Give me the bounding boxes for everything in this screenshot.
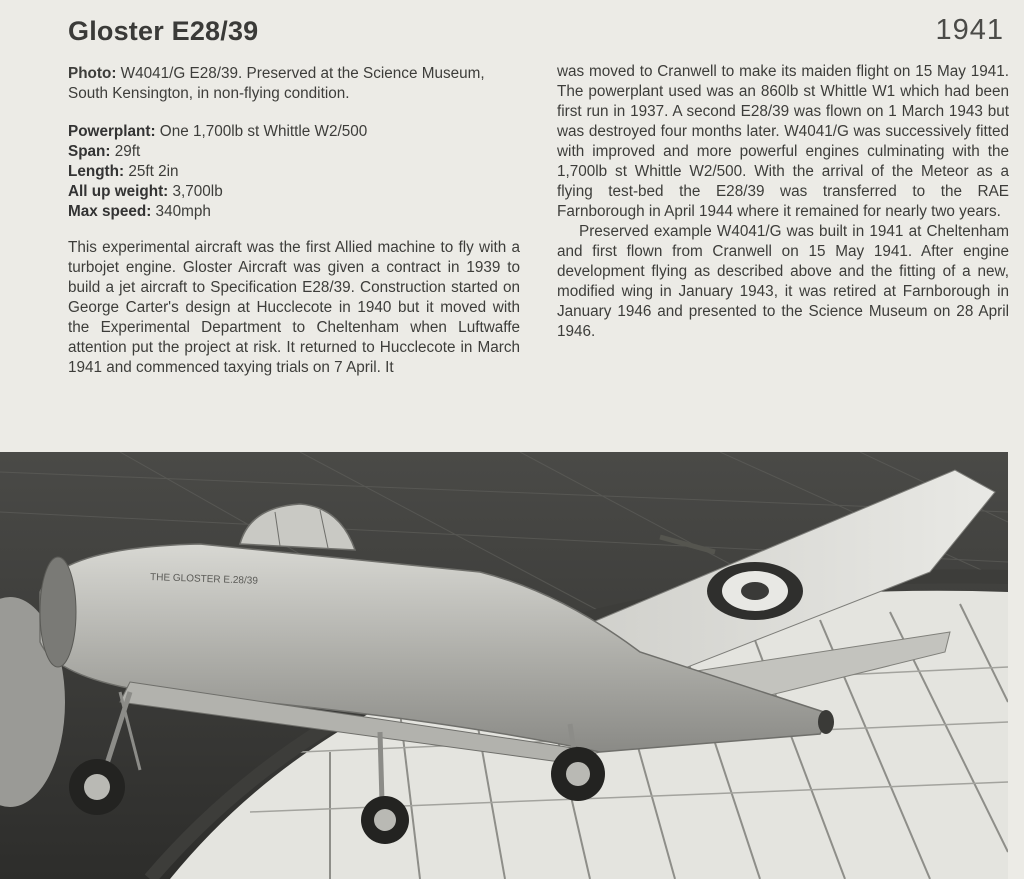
spec-label: Powerplant: <box>68 123 156 140</box>
spec-value: 3,700lb <box>168 183 223 200</box>
fuselage-lettering: THE GLOSTER E.28/39 <box>149 572 259 587</box>
right-column <box>557 62 1009 342</box>
left-column <box>68 64 520 378</box>
photo-caption <box>68 64 520 104</box>
page-year: 1941 <box>935 14 1004 46</box>
spec-max-speed <box>68 202 520 222</box>
spec-weight <box>68 182 520 202</box>
nose-intake <box>40 557 76 667</box>
photo-caption-text: W4041/G E28/39. Preserved at the Science Museum, South Kensington, in non-flying condition. <box>68 65 485 102</box>
spec-powerplant <box>68 122 520 142</box>
aircraft-photo <box>0 452 1008 879</box>
spec-value: 25ft 2in <box>124 163 179 180</box>
spec-span <box>68 142 520 162</box>
spec-value: 340mph <box>151 203 211 220</box>
spec-label: Span: <box>68 143 111 160</box>
body-text-right-1: was moved to Cranwell to make its maiden flight on 15 May 1941. The powerplant used was an 860lb st Whittle W1 which had been first run in 1937. A second E28/39 was flown on 1 March 1943 but was destroyed four months later. W4041/G was successively fitted with improved and more powerful engines culminating with the 1,700lb st Whittle W2/500. With the arrival of the Meteor as a flying test-bed the E28/39 was transferred to the RAE Farnborough in April 1944 where it remained for nearly two years. <box>557 63 1009 220</box>
spec-value: One 1,700lb st Whittle W2/500 <box>155 123 368 140</box>
photo-caption-label: Photo: <box>68 65 117 82</box>
spec-value: 29ft <box>110 143 141 160</box>
page-title: Gloster E28/39 <box>68 16 259 46</box>
spec-length <box>68 162 520 182</box>
spec-label: Length: <box>68 163 125 180</box>
spec-label: Max speed: <box>68 203 152 220</box>
roundel <box>707 562 803 620</box>
jet-exhaust <box>818 710 834 734</box>
body-text-left: This experimental aircraft was the first Allied machine to fly with a turbojet engine. Gloster Aircraft was given a contract in 1939 to build a jet aircraft to Specification E28/39. Construction started on George Carter's design at Hucclecote in 1940 but it moved with the Experimental Department to Cheltenham when Luftwaffe attention put the project at risk. It returned to Hucclecote in March 1941 and commenced taxying trials on 7 April. It <box>68 239 520 376</box>
aircraft-photo-drawing <box>0 452 1008 879</box>
spec-label: All up weight: <box>68 183 169 200</box>
spec-list <box>68 122 520 222</box>
body-text-right-2: Preserved example W4041/G was built in 1941 at Cheltenham and first flown from Cranwell on 15 May 1941. After engine development flying as described above and the fitting of a new, modified wing in January 1943, it was retired at Farnborough in January 1946 and presented to the Science Museum on 28 April 1946. <box>557 223 1009 340</box>
